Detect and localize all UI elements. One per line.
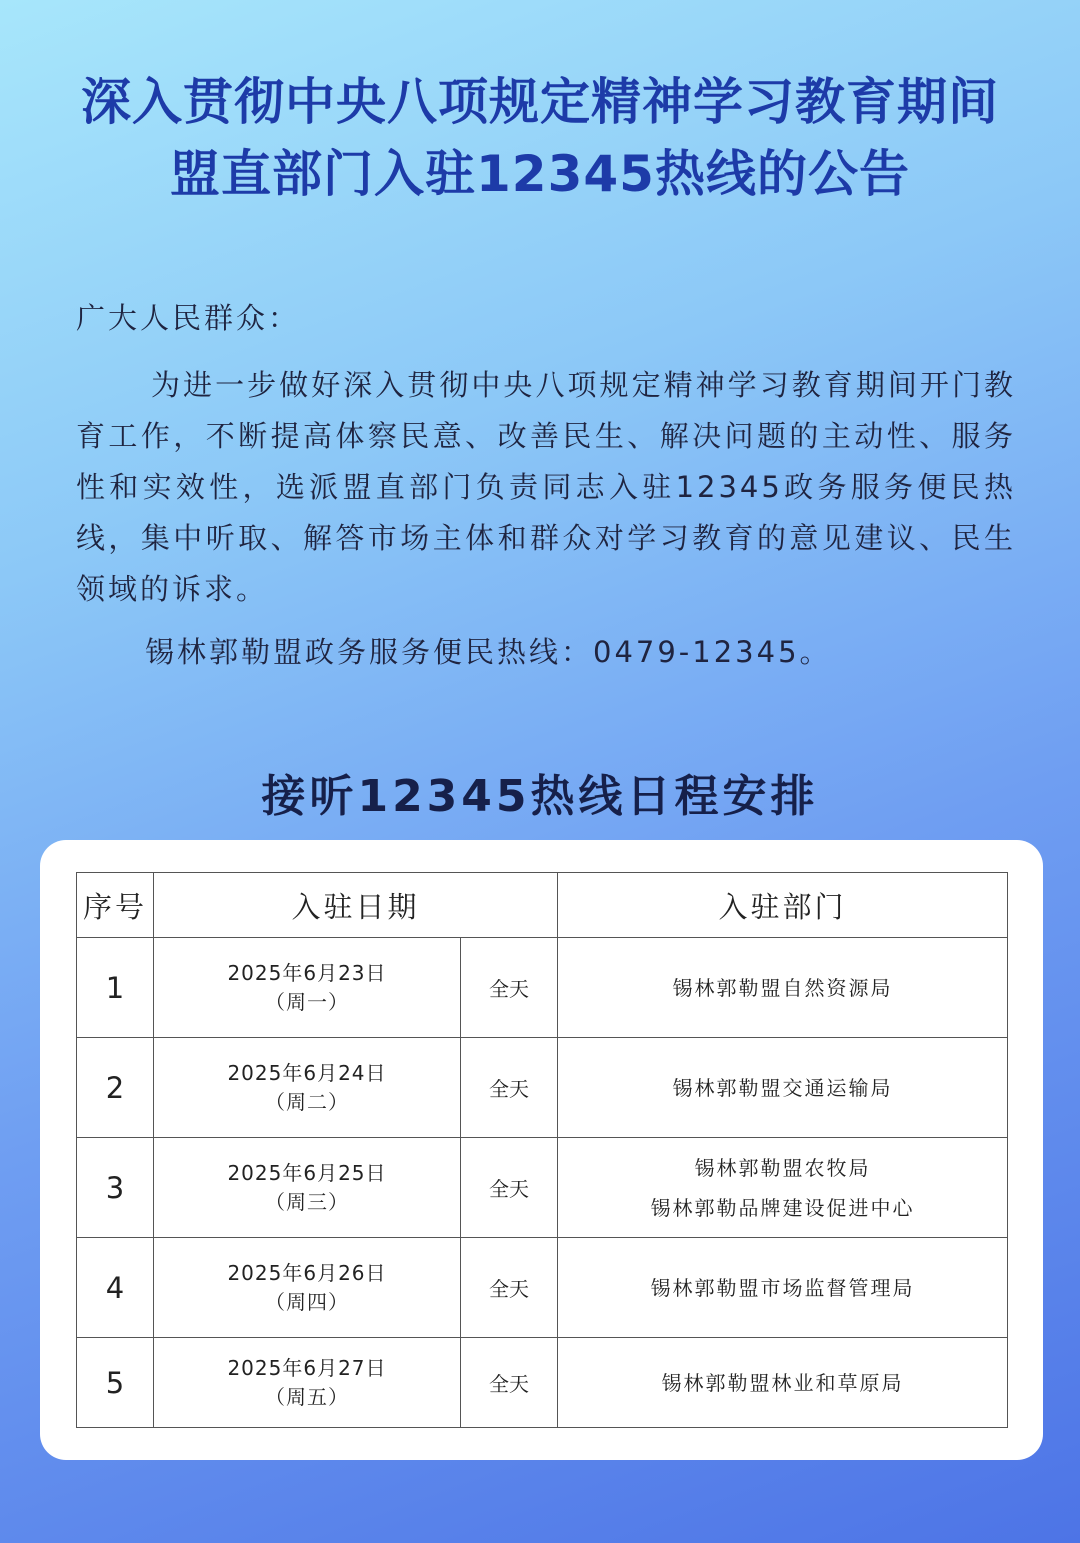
- row-weekday: （周五）: [265, 1384, 349, 1409]
- announcement-body: 为进一步做好深入贯彻中央八项规定精神学习教育期间开门教育工作，不断提高体察民意、改善民生、解决问题的主动性、服务性和实效性，选派盟直部门负责同志入驻12345政务服务便民热线，集中听取、解答市场主体和群众对学习教育的意见建议、民生领域的诉求。: [76, 368, 1016, 606]
- table-row: [77, 938, 1008, 1038]
- header-date: 入驻日期: [154, 873, 558, 938]
- row-index: 5: [77, 1338, 154, 1428]
- row-date-cell: [154, 1238, 461, 1338]
- row-date-cell: [154, 1138, 461, 1238]
- row-dept-secondary: 锡林郭勒品牌建设促进中心: [650, 1195, 915, 1220]
- table-row: [77, 1238, 1008, 1338]
- row-date: 2025年6月23日: [227, 960, 387, 985]
- row-date-cell: [154, 1338, 461, 1428]
- row-date-cell: [154, 1038, 461, 1138]
- hotline-text: 锡林郭勒盟政务服务便民热线：0479-12345。: [145, 635, 832, 669]
- row-dept-cell: [558, 1238, 1008, 1338]
- row-weekday: （周四）: [265, 1289, 349, 1314]
- row-time: 全天: [461, 1238, 558, 1338]
- row-date: 2025年6月25日: [227, 1160, 387, 1185]
- row-index: 1: [77, 938, 154, 1038]
- row-index: 3: [77, 1138, 154, 1238]
- title-line-2: 盟直部门入驻12345热线的公告: [170, 145, 910, 203]
- header-index: 序号: [77, 873, 154, 938]
- row-date: 2025年6月27日: [227, 1355, 387, 1380]
- announcement-title: [0, 66, 1080, 210]
- greeting: 广大人民群众：: [76, 301, 301, 335]
- table-row: [77, 1138, 1008, 1238]
- row-dept: 锡林郭勒盟市场监督管理局: [650, 1275, 915, 1300]
- row-date: 2025年6月24日: [227, 1060, 387, 1085]
- table-row: [77, 1338, 1008, 1428]
- row-dept: 锡林郭勒盟交通运输局: [672, 1075, 893, 1100]
- row-date-cell: [154, 938, 461, 1038]
- title-line-1: 深入贯彻中央八项规定精神学习教育期间: [81, 73, 999, 131]
- table-row: [77, 1038, 1008, 1138]
- row-time: 全天: [461, 1338, 558, 1428]
- row-index: 2: [77, 1038, 154, 1138]
- schedule-card: [40, 840, 1043, 1460]
- row-time: 全天: [461, 1038, 558, 1138]
- table-header-row: [77, 873, 1008, 938]
- row-dept: 锡林郭勒盟自然资源局: [672, 975, 893, 1000]
- row-dept-cell: [558, 938, 1008, 1038]
- row-time: 全天: [461, 1138, 558, 1238]
- row-dept: 锡林郭勒盟农牧局: [694, 1155, 871, 1180]
- schedule-title: 接听12345热线日程安排: [261, 771, 819, 822]
- row-dept-cell: [558, 1338, 1008, 1428]
- row-dept-cell: [558, 1138, 1008, 1238]
- row-weekday: （周二）: [265, 1089, 349, 1114]
- row-time: 全天: [461, 938, 558, 1038]
- row-dept-cell: [558, 1038, 1008, 1138]
- row-dept: 锡林郭勒盟林业和草原局: [661, 1370, 904, 1395]
- header-dept: 入驻部门: [558, 873, 1008, 938]
- row-date: 2025年6月26日: [227, 1260, 387, 1285]
- row-weekday: （周三）: [265, 1189, 349, 1214]
- schedule-table: [76, 872, 1008, 1428]
- row-index: 4: [77, 1238, 154, 1338]
- row-weekday: （周一）: [265, 989, 349, 1014]
